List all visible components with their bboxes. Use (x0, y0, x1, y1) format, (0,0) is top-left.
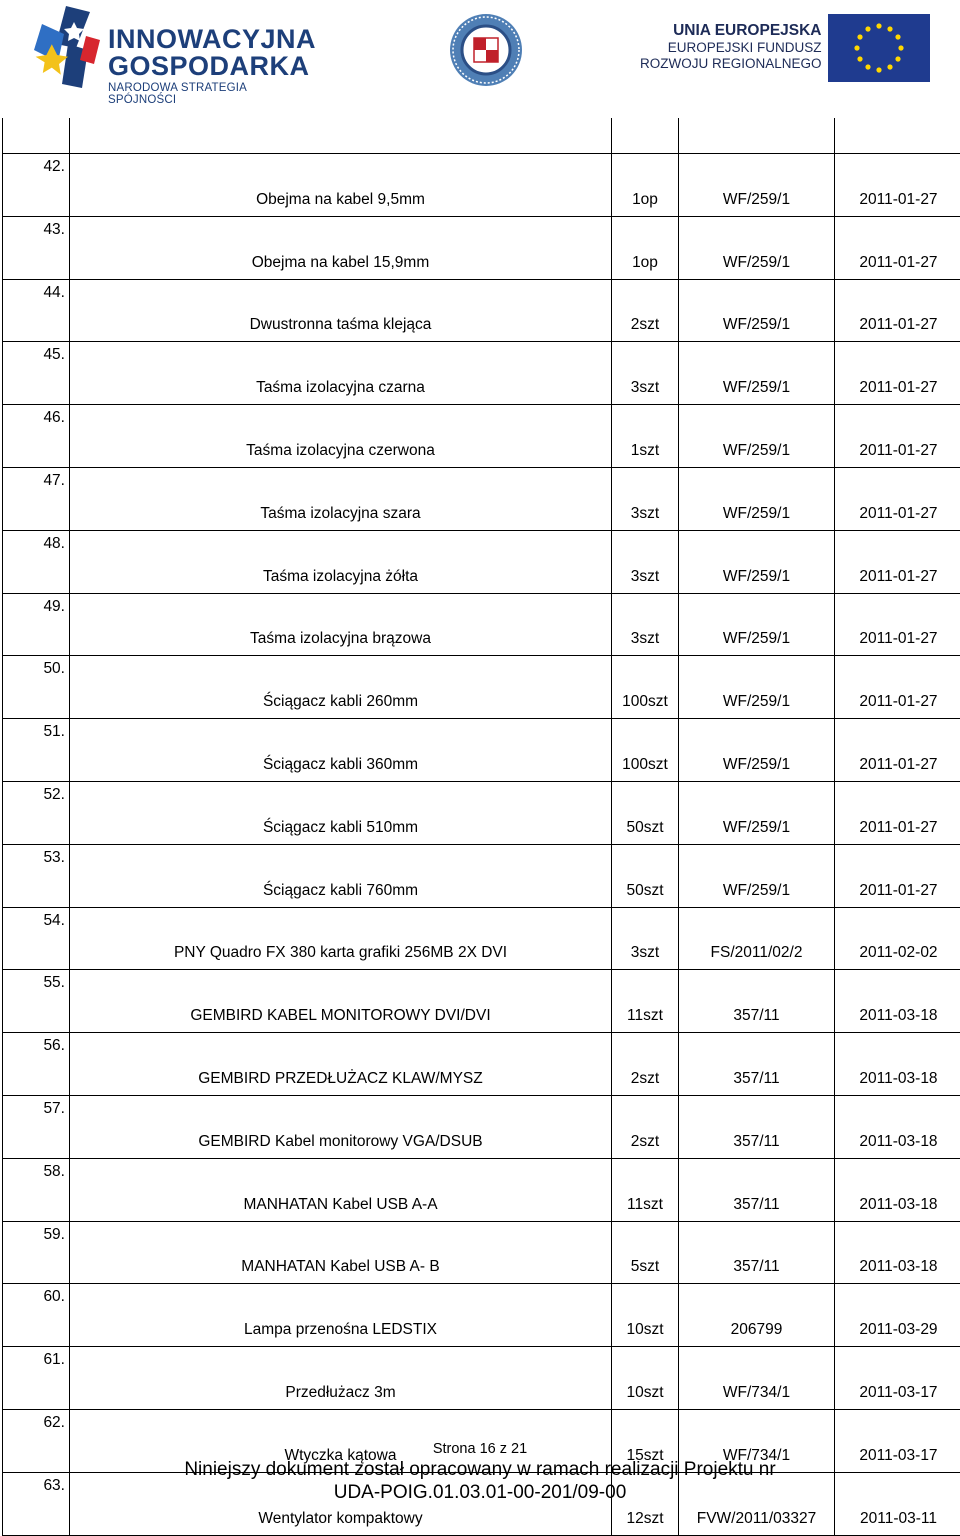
table-row (3, 1095, 960, 1158)
invoice-date: 2011-01-27 (835, 719, 960, 782)
item-quantity: 2szt (612, 279, 679, 342)
table-continuation-row (3, 118, 960, 154)
invoice-number: FVW/2011/03327 (679, 1472, 835, 1535)
item-quantity: 11szt (612, 1158, 679, 1221)
table-row (3, 154, 960, 217)
table-row (3, 1033, 960, 1096)
item-quantity: 3szt (612, 593, 679, 656)
row-number: 52. (3, 781, 70, 844)
invoice-number: 357/11 (679, 1221, 835, 1284)
page-number: Strona 16 z 21 (0, 1440, 960, 1458)
logo-right-line1: UNIA EUROPEJSKA (640, 22, 822, 40)
row-number: 51. (3, 719, 70, 782)
table-row (3, 1347, 960, 1410)
item-quantity: 12szt (612, 1472, 679, 1535)
row-number: 62. (3, 1409, 70, 1472)
row-number: 48. (3, 530, 70, 593)
innowacyjna-gospodarka-mark-icon (28, 4, 118, 92)
footer-project-id: UDA-POIG.01.03.01-00-201/09-00 (0, 1481, 960, 1504)
item-name: MANHATAN Kabel USB A- B (70, 1221, 612, 1284)
item-name: Wentylator kompaktowy (70, 1472, 612, 1535)
row-number: 45. (3, 342, 70, 405)
item-name: Lampa przenośna LEDSTIX (70, 1284, 612, 1347)
invoice-date: 2011-03-18 (835, 1033, 960, 1096)
item-name: Dwustronna taśma klejąca (70, 279, 612, 342)
invoice-number: WF/259/1 (679, 719, 835, 782)
invoice-number: WF/259/1 (679, 530, 835, 593)
row-number: 55. (3, 970, 70, 1033)
item-name: Taśma izolacyjna czarna (70, 342, 612, 405)
item-quantity: 10szt (612, 1347, 679, 1410)
footer-project-line: Niniejszy dokument został opracowany w ramach realizacji Projektu nr (0, 1458, 960, 1481)
item-quantity: 3szt (612, 907, 679, 970)
item-quantity: 3szt (612, 342, 679, 405)
invoice-date: 2011-01-27 (835, 656, 960, 719)
item-name: Taśma izolacyjna żółta (70, 530, 612, 593)
table-row (3, 216, 960, 279)
invoice-date: 2011-03-29 (835, 1284, 960, 1347)
table-row (3, 593, 960, 656)
row-number: 60. (3, 1284, 70, 1347)
table-row (3, 656, 960, 719)
row-number: 57. (3, 1095, 70, 1158)
invoice-date: 2011-03-18 (835, 1158, 960, 1221)
logo-right-line2: EUROPEJSKI FUNDUSZ (640, 40, 822, 56)
item-name: Ściągacz kabli 760mm (70, 844, 612, 907)
eu-flag-icon (828, 14, 930, 82)
row-number: 46. (3, 405, 70, 468)
table-row (3, 1221, 960, 1284)
invoice-date: 2011-01-27 (835, 342, 960, 405)
invoice-date: 2011-01-27 (835, 781, 960, 844)
invoice-number: WF/259/1 (679, 656, 835, 719)
item-name: GEMBIRD KABEL MONITOROWY DVI/DVI (70, 970, 612, 1033)
page-footer (0, 1440, 960, 1504)
invoice-number: 357/11 (679, 1158, 835, 1221)
row-number: 61. (3, 1347, 70, 1410)
invoice-date: 2011-03-18 (835, 1221, 960, 1284)
item-quantity: 2szt (612, 1033, 679, 1096)
table-row (3, 279, 960, 342)
row-number: 59. (3, 1221, 70, 1284)
table-row (3, 530, 960, 593)
institute-seal-icon (448, 12, 524, 88)
invoice-number: WF/259/1 (679, 154, 835, 217)
item-quantity: 10szt (612, 1284, 679, 1347)
item-quantity: 100szt (612, 719, 679, 782)
invoice-number: 357/11 (679, 1033, 835, 1096)
invoice-date: 2011-03-17 (835, 1409, 960, 1472)
table-row (3, 405, 960, 468)
logo-left-line1: INNOWACYJNA (108, 26, 318, 53)
table-row (3, 342, 960, 405)
item-name: Wtyczka kątowa (70, 1409, 612, 1472)
item-name: PNY Quadro FX 380 karta grafiki 256MB 2X DVI (70, 907, 612, 970)
item-quantity: 1szt (612, 405, 679, 468)
item-name: Taśma izolacyjna brązowa (70, 593, 612, 656)
invoice-number: WF/259/1 (679, 844, 835, 907)
invoice-number: WF/259/1 (679, 279, 835, 342)
row-number: 56. (3, 1033, 70, 1096)
invoice-number: FS/2011/02/2 (679, 907, 835, 970)
row-number: 47. (3, 467, 70, 530)
row-number: 53. (3, 844, 70, 907)
invoice-number: WF/259/1 (679, 781, 835, 844)
invoice-number: 357/11 (679, 1095, 835, 1158)
row-number: 44. (3, 279, 70, 342)
invoice-date: 2011-03-18 (835, 1095, 960, 1158)
item-quantity: 5szt (612, 1221, 679, 1284)
invoice-number: 206799 (679, 1284, 835, 1347)
item-name: GEMBIRD PRZEDŁUŻACZ KLAW/MYSZ (70, 1033, 612, 1096)
item-quantity: 100szt (612, 656, 679, 719)
item-quantity: 3szt (612, 467, 679, 530)
row-number: 42. (3, 154, 70, 217)
item-quantity: 11szt (612, 970, 679, 1033)
item-name: Obejma na kabel 15,9mm (70, 216, 612, 279)
inventory-table (2, 118, 958, 1536)
table-row (3, 844, 960, 907)
item-quantity: 15szt (612, 1409, 679, 1472)
invoice-date: 2011-01-27 (835, 530, 960, 593)
table-row (3, 1284, 960, 1347)
row-number: 49. (3, 593, 70, 656)
item-name: Taśma izolacyjna czerwona (70, 405, 612, 468)
item-name: Przedłużacz 3m (70, 1347, 612, 1410)
item-name: Ściągacz kabli 360mm (70, 719, 612, 782)
row-number: 43. (3, 216, 70, 279)
invoice-date: 2011-01-27 (835, 216, 960, 279)
invoice-date: 2011-03-11 (835, 1472, 960, 1535)
invoice-number: WF/734/1 (679, 1347, 835, 1410)
row-number: 50. (3, 656, 70, 719)
row-number: 63. (3, 1472, 70, 1535)
table-row (3, 467, 960, 530)
invoice-date: 2011-01-27 (835, 844, 960, 907)
invoice-date: 2011-01-27 (835, 593, 960, 656)
logo-left-line2: GOSPODARKA (108, 53, 318, 80)
item-quantity: 3szt (612, 530, 679, 593)
item-quantity: 50szt (612, 844, 679, 907)
item-name: Obejma na kabel 9,5mm (70, 154, 612, 217)
item-quantity: 1op (612, 154, 679, 217)
invoice-date: 2011-01-27 (835, 405, 960, 468)
invoice-number: 357/11 (679, 970, 835, 1033)
invoice-number: WF/259/1 (679, 342, 835, 405)
item-name: GEMBIRD Kabel monitorowy VGA/DSUB (70, 1095, 612, 1158)
european-union-logo (640, 10, 932, 86)
logo-right-line3: ROZWOJU REGIONALNEGO (640, 56, 822, 72)
item-quantity: 50szt (612, 781, 679, 844)
table-row (3, 1158, 960, 1221)
item-quantity: 1op (612, 216, 679, 279)
invoice-date: 2011-01-27 (835, 154, 960, 217)
invoice-number: WF/259/1 (679, 467, 835, 530)
item-name: MANHATAN Kabel USB A-A (70, 1158, 612, 1221)
invoice-number: WF/734/1 (679, 1409, 835, 1472)
invoice-date: 2011-01-27 (835, 279, 960, 342)
table-row (3, 970, 960, 1033)
row-number: 54. (3, 907, 70, 970)
table-row (3, 719, 960, 782)
invoice-number: WF/259/1 (679, 593, 835, 656)
invoice-date: 2011-01-27 (835, 467, 960, 530)
invoice-date: 2011-02-02 (835, 907, 960, 970)
invoice-date: 2011-03-18 (835, 970, 960, 1033)
invoice-number: WF/259/1 (679, 405, 835, 468)
item-name: Taśma izolacyjna szara (70, 467, 612, 530)
item-name: Ściągacz kabli 260mm (70, 656, 612, 719)
logo-left-line3: NARODOWA STRATEGIA SPÓJNOŚCI (108, 83, 318, 106)
row-number: 58. (3, 1158, 70, 1221)
innowacyjna-gospodarka-logo (28, 4, 318, 92)
table-row (3, 781, 960, 844)
invoice-number: WF/259/1 (679, 216, 835, 279)
table-row (3, 907, 960, 970)
page-header (0, 0, 960, 100)
invoice-date: 2011-03-17 (835, 1347, 960, 1410)
item-quantity: 2szt (612, 1095, 679, 1158)
item-name: Ściągacz kabli 510mm (70, 781, 612, 844)
